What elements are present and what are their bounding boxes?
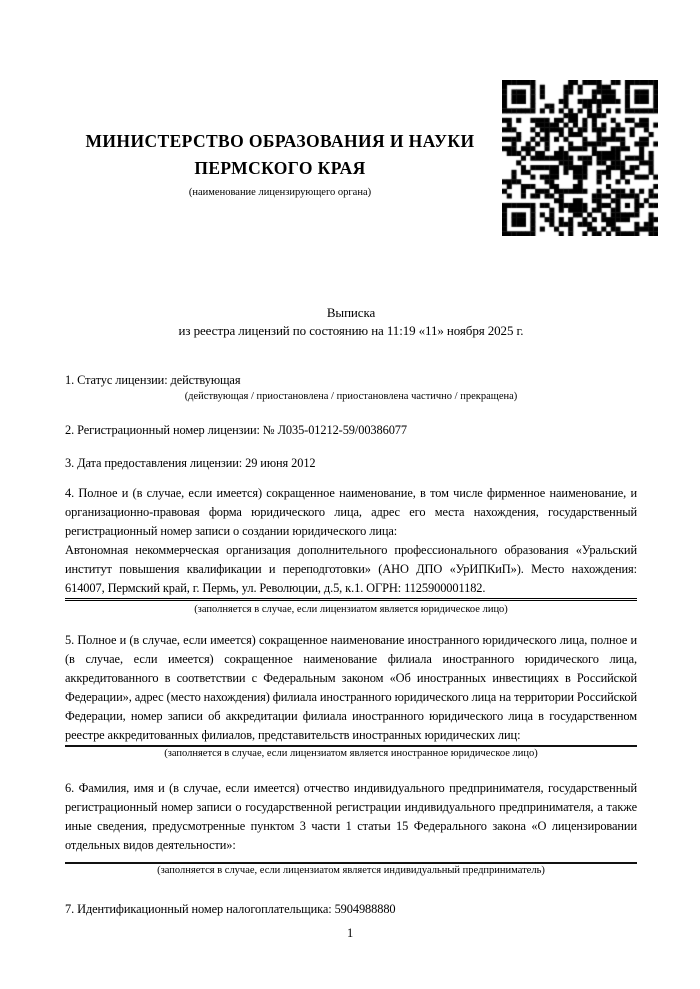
extract-title (65, 304, 637, 340)
inn-item: 7. Идентификационный номер налогоплательщика: 5904988880 (65, 902, 396, 916)
page-number: 1 (346, 926, 354, 940)
authority-name-line1: МИНИСТЕРСТВО ОБРАЗОВАНИЯ И НАУКИ (85, 131, 475, 151)
foreign-entity-label: 5. Полное и (в случае, если имеется) сокращенное наименование иностранного юридического лица, полное и (в случае, если имеется) сокращенное наименование филиала иностранного юридического лица, аккредитованного в соответствии с Федеральным законом «Об иностранных инвестициях в Российской Федерации», адрес (место нахождения) филиала иностранного юридического лица на территории Российской Федерации, номер записи об аккредитации филиала иностранного юридического лица в государственном реестре аккредитованных филиалов, представительств иностранных юридических лиц: (65, 633, 637, 742)
extract-title-line1: Выписка (326, 305, 376, 320)
registration-number-item: 2. Регистрационный номер лицензии: № Л035-01212-59/00386077 (65, 423, 407, 437)
grant-date-item: 3. Дата предоставления лицензии: 29 июня 2012 (65, 456, 316, 470)
entrepreneur-caption: (заполняется в случае, если лицензиатом является индивидуальный предприниматель) (157, 865, 545, 876)
licensing-authority-header (65, 128, 495, 200)
legal-entity-caption: (заполняется в случае, если лицензиатом является юридическое лицо) (194, 604, 508, 615)
entrepreneur-section (65, 779, 637, 878)
legal-entity-label: 4. Полное и (в случае, если имеется) сокращенное наименование, в том числе фирменное наименование, и организационно-правовая форма юридического лица, адрес его места нахождения, государственный регистрационный номер записи о создании юридического лица: (65, 486, 637, 538)
authority-name-line2: ПЕРМСКОГО КРАЯ (194, 158, 366, 178)
entrepreneur-label: 6. Фамилия, имя и (в случае, если имеется) отчество индивидуального предпринимателя, государственный регистрационный номер записи о государственной регистрации индивидуального предпринимателя, а также иные сведения, предусмотренные пунктом 3 части 1 статьи 15 Федерального закона «О лицензировании отдельных видов деятельности»: (65, 781, 637, 852)
extract-title-line2: из реестра лицензий по состоянию на 11:19 «11» ноября 2025 г. (178, 323, 524, 338)
license-status-caption: (действующая / приостановлена / приостановлена частично / прекращена) (184, 391, 518, 402)
foreign-entity-caption: (заполняется в случае, если лицензиатом является иностранное юридическое лицо) (164, 748, 538, 759)
license-status-item: 1. Статус лицензии: действующая (65, 373, 241, 387)
legal-entity-section (65, 484, 637, 617)
authority-caption: (наименование лицензирующего органа) (188, 187, 372, 198)
qr-code-icon (502, 80, 658, 236)
legal-entity-value: Автономная некоммерческая организация дополнительного профессионального образования «Уральский институт повышения квалификации и переподготовки» (АНО ДПО «УрИПКиП»). Место нахождения: 614007, Пермский край, г. Пермь, ул. Революции, д.5, к.1. ОГРН: 1125900001182. (65, 541, 637, 601)
foreign-entity-section (65, 631, 637, 761)
